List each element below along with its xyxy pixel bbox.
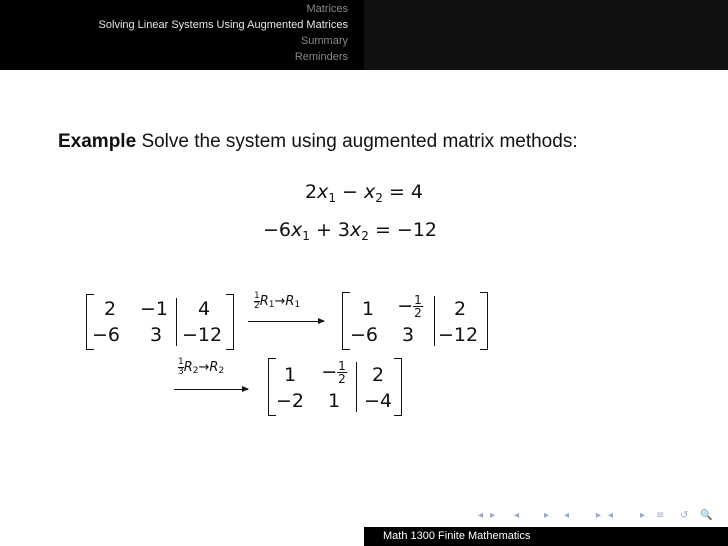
matrix-cell: −2	[275, 390, 305, 412]
example-statement	[58, 131, 578, 153]
footer-title: Math 1300 Finite Mathematics	[383, 530, 531, 542]
matrix-cell: −12	[437, 324, 479, 346]
matrix-cell: −12	[181, 324, 223, 346]
nav-reminders[interactable]: Reminders	[294, 51, 348, 63]
matrix-original	[86, 294, 234, 350]
augment-bar	[434, 296, 435, 346]
bracket-right	[394, 358, 402, 416]
equation-2: $-6x_1 + 3x_2 = -12$	[263, 219, 438, 243]
matrix-cell: 2	[103, 298, 117, 320]
matrix-cell: 1	[327, 390, 341, 412]
nav-matrices[interactable]: Matrices	[306, 3, 348, 15]
prev-slide-icon[interactable]: ◂	[608, 510, 614, 521]
bracket-left	[342, 292, 350, 350]
back-icon[interactable]: ↺	[680, 510, 689, 521]
header-bar	[0, 0, 728, 70]
header-right-panel	[364, 0, 728, 70]
next-slide-icon[interactable]: ▸	[640, 510, 646, 521]
example-keyword: Example	[58, 131, 137, 152]
matrix-step-1	[342, 292, 488, 350]
prev-section-icon[interactable]: ◂	[564, 510, 570, 521]
row-operation-2: $\frac{1}{3}R_2\to R_2$	[178, 357, 225, 377]
footer-left-panel	[0, 527, 364, 546]
arrow-1	[248, 321, 324, 322]
nav-summary[interactable]: Summary	[300, 35, 348, 47]
matrix-cell-fraction: − $\frac{1}{2}$	[321, 359, 346, 386]
outline-icon[interactable]: ≡	[656, 510, 665, 521]
prev-frame-icon[interactable]: ◂	[478, 510, 484, 521]
matrix-cell: 3	[149, 324, 163, 346]
matrix-cell: −4	[363, 390, 393, 412]
matrix-cell: −1	[139, 298, 169, 320]
next-subsection-icon[interactable]: ▸	[544, 510, 550, 521]
matrix-cell: 2	[453, 298, 467, 320]
matrix-cell: −6	[91, 324, 121, 346]
next-frame-icon[interactable]: ▸	[490, 510, 496, 521]
matrix-cell-fraction: − $\frac{1}{2}$	[397, 293, 422, 320]
augment-bar	[176, 298, 177, 346]
matrix-cell: 1	[361, 298, 375, 320]
matrix-cell: 2	[371, 364, 385, 386]
prev-subsection-icon[interactable]: ◂	[514, 510, 520, 521]
matrix-cell: 4	[197, 298, 211, 320]
beamer-nav-controls	[478, 510, 718, 522]
search-icon[interactable]: 🔍	[700, 510, 713, 521]
example-text: Solve the system using augmented matrix methods:	[141, 131, 578, 152]
bracket-right	[226, 294, 234, 350]
next-section-icon[interactable]: ▸	[596, 510, 602, 521]
augment-bar	[356, 362, 357, 412]
bracket-left	[268, 358, 276, 416]
nav-solving-linear-systems[interactable]: Solving Linear Systems Using Augmented Matrices	[98, 19, 348, 31]
bracket-right	[480, 292, 488, 350]
matrix-cell: 3	[401, 324, 415, 346]
matrix-cell: 1	[283, 364, 297, 386]
matrix-cell: −6	[349, 324, 379, 346]
matrix-step-2	[268, 358, 402, 416]
row-operation-1: $\frac{1}{2}R_1\to R_1$	[254, 291, 301, 311]
footer-bar	[0, 527, 728, 546]
equation-1: $2x_1 - x_2 = 4$	[305, 181, 423, 205]
arrow-2	[174, 389, 248, 390]
